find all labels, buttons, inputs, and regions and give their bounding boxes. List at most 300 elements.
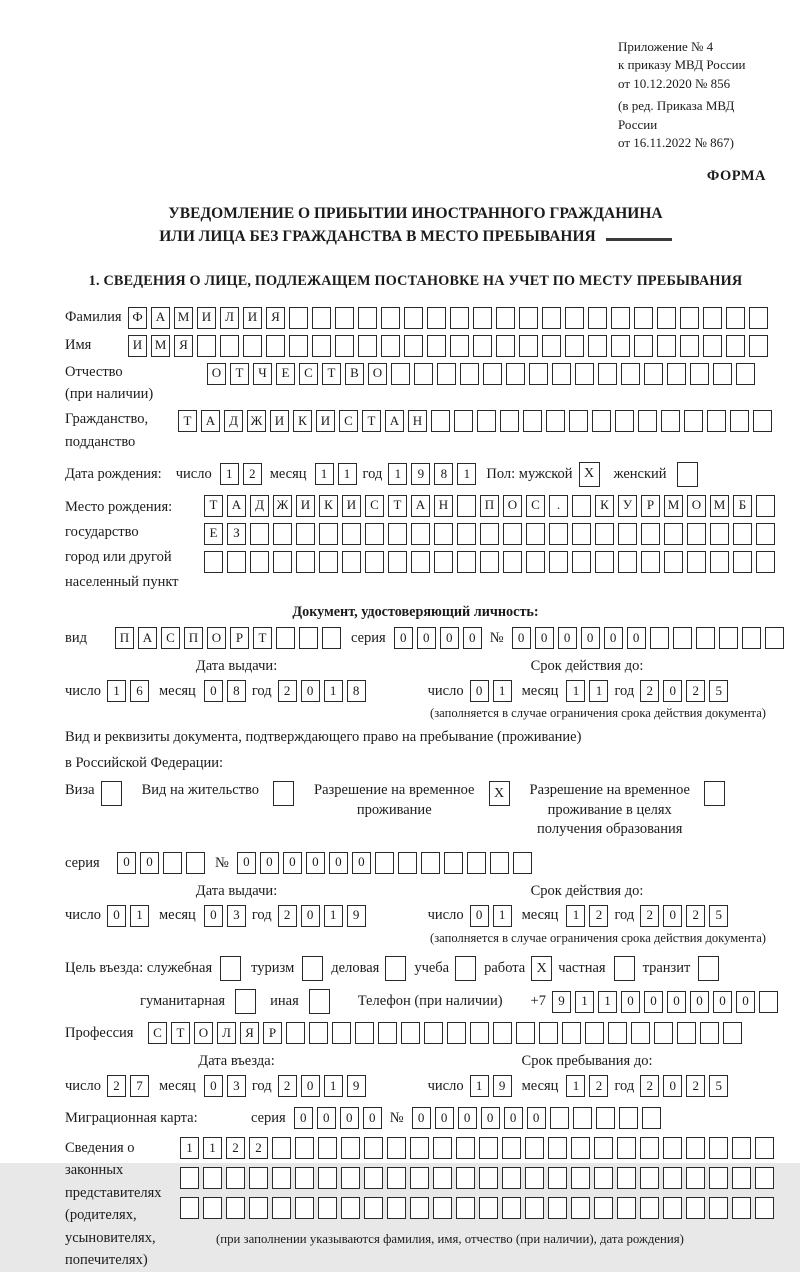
char-box[interactable] [516, 1022, 535, 1044]
char-box[interactable]: Р [230, 627, 249, 649]
char-box[interactable]: А [227, 495, 246, 517]
char-box[interactable] [388, 523, 407, 545]
char-box[interactable]: 0 [504, 1107, 523, 1129]
char-box[interactable] [365, 551, 384, 573]
char-box[interactable]: 0 [204, 680, 223, 702]
char-box[interactable]: 1 [324, 905, 343, 927]
char-box[interactable]: И [197, 307, 216, 329]
char-box[interactable] [226, 1197, 245, 1219]
char-box[interactable] [299, 627, 318, 649]
char-box[interactable]: Т [388, 495, 407, 517]
char-box[interactable]: 1 [566, 680, 585, 702]
char-box[interactable]: 0 [140, 852, 159, 874]
char-box[interactable]: К [319, 495, 338, 517]
char-box[interactable] [385, 956, 406, 981]
char-box[interactable] [710, 523, 729, 545]
char-box[interactable] [358, 307, 377, 329]
char-box[interactable] [730, 410, 749, 432]
char-box[interactable]: Л [220, 307, 239, 329]
char-box[interactable] [249, 1197, 268, 1219]
char-box[interactable]: 3 [227, 905, 246, 927]
char-box[interactable] [709, 1197, 728, 1219]
char-box[interactable] [548, 1167, 567, 1189]
char-box[interactable] [493, 1022, 512, 1044]
char-box[interactable]: 5 [709, 680, 728, 702]
char-box[interactable]: 0 [627, 627, 646, 649]
char-box[interactable]: И [316, 410, 335, 432]
char-box[interactable] [410, 1197, 429, 1219]
char-box[interactable]: 3 [227, 1075, 246, 1097]
char-box[interactable] [434, 551, 453, 573]
char-box[interactable]: 0 [117, 852, 136, 874]
char-box[interactable] [572, 551, 591, 573]
char-box[interactable] [273, 551, 292, 573]
char-box[interactable]: 1 [315, 463, 334, 485]
char-box[interactable] [638, 410, 657, 432]
char-box[interactable]: И [243, 307, 262, 329]
char-box[interactable] [549, 551, 568, 573]
char-box[interactable] [719, 627, 738, 649]
char-box[interactable]: 0 [294, 1107, 313, 1129]
char-box[interactable] [272, 1167, 291, 1189]
char-box[interactable] [640, 1137, 659, 1159]
char-box[interactable] [571, 1197, 590, 1219]
char-box[interactable] [437, 363, 456, 385]
char-box[interactable]: 2 [243, 463, 262, 485]
char-box[interactable] [749, 335, 768, 357]
char-box[interactable] [657, 335, 676, 357]
char-box[interactable]: Ж [247, 410, 266, 432]
char-box[interactable] [525, 1137, 544, 1159]
char-box[interactable] [588, 307, 607, 329]
char-box[interactable]: Ф [128, 307, 147, 329]
char-box[interactable] [726, 335, 745, 357]
char-box[interactable]: Ж [273, 495, 292, 517]
char-box[interactable]: О [503, 495, 522, 517]
char-box[interactable] [411, 551, 430, 573]
char-box[interactable] [611, 307, 630, 329]
char-box[interactable] [523, 410, 542, 432]
char-box[interactable]: 0 [340, 1107, 359, 1129]
char-box[interactable] [296, 551, 315, 573]
char-box[interactable] [611, 335, 630, 357]
char-box[interactable] [548, 1197, 567, 1219]
char-box[interactable] [500, 410, 519, 432]
char-box[interactable]: С [526, 495, 545, 517]
char-box[interactable] [480, 551, 499, 573]
char-box[interactable] [398, 852, 417, 874]
char-box[interactable]: Б [733, 495, 752, 517]
char-box[interactable]: 0 [713, 991, 732, 1013]
char-box[interactable] [378, 1022, 397, 1044]
char-box[interactable]: Р [641, 495, 660, 517]
char-box[interactable] [759, 991, 778, 1013]
char-box[interactable] [596, 1107, 615, 1129]
char-box[interactable] [220, 956, 241, 981]
char-box[interactable] [617, 1197, 636, 1219]
char-box[interactable] [249, 1167, 268, 1189]
char-box[interactable]: Т [362, 410, 381, 432]
char-box[interactable] [733, 551, 752, 573]
char-box[interactable] [286, 1022, 305, 1044]
char-box[interactable]: С [161, 627, 180, 649]
char-box[interactable]: 1 [324, 1075, 343, 1097]
char-box[interactable]: 9 [347, 1075, 366, 1097]
char-box[interactable] [565, 307, 584, 329]
char-box[interactable]: Е [204, 523, 223, 545]
char-box[interactable]: 0 [481, 1107, 500, 1129]
char-box[interactable] [496, 335, 515, 357]
char-box[interactable] [572, 523, 591, 545]
char-box[interactable] [296, 523, 315, 545]
char-box[interactable] [473, 307, 492, 329]
char-box[interactable] [595, 551, 614, 573]
char-box[interactable] [755, 1137, 774, 1159]
char-box[interactable]: 0 [237, 852, 256, 874]
char-box[interactable] [519, 307, 538, 329]
char-box[interactable]: X [531, 956, 552, 981]
char-box[interactable] [619, 1107, 638, 1129]
char-box[interactable] [272, 1137, 291, 1159]
char-box[interactable] [526, 523, 545, 545]
char-box[interactable] [312, 335, 331, 357]
char-box[interactable] [710, 551, 729, 573]
char-box[interactable] [572, 495, 591, 517]
char-box[interactable] [341, 1197, 360, 1219]
char-box[interactable]: 2 [278, 1075, 297, 1097]
char-box[interactable] [641, 523, 660, 545]
char-box[interactable] [664, 523, 683, 545]
char-box[interactable]: 2 [249, 1137, 268, 1159]
char-box[interactable]: О [368, 363, 387, 385]
char-box[interactable] [276, 627, 295, 649]
char-box[interactable] [388, 551, 407, 573]
char-box[interactable] [529, 363, 548, 385]
char-box[interactable]: М [710, 495, 729, 517]
char-box[interactable]: 0 [283, 852, 302, 874]
char-box[interactable]: 1 [324, 680, 343, 702]
char-box[interactable]: К [293, 410, 312, 432]
char-box[interactable] [765, 627, 784, 649]
char-box[interactable] [450, 335, 469, 357]
char-box[interactable] [539, 1022, 558, 1044]
char-box[interactable] [755, 1167, 774, 1189]
char-box[interactable] [753, 410, 772, 432]
char-box[interactable]: О [207, 627, 226, 649]
char-box[interactable] [364, 1137, 383, 1159]
char-box[interactable]: Д [250, 495, 269, 517]
char-box[interactable] [707, 410, 726, 432]
char-box[interactable]: 1 [589, 680, 608, 702]
char-box[interactable] [686, 1137, 705, 1159]
char-box[interactable]: М [664, 495, 683, 517]
char-box[interactable]: 2 [686, 680, 705, 702]
char-box[interactable] [663, 1167, 682, 1189]
char-box[interactable] [546, 410, 565, 432]
char-box[interactable]: 1 [220, 463, 239, 485]
char-box[interactable]: 0 [301, 905, 320, 927]
char-box[interactable]: 9 [347, 905, 366, 927]
char-box[interactable] [203, 1167, 222, 1189]
char-box[interactable]: А [138, 627, 157, 649]
char-box[interactable]: 2 [589, 905, 608, 927]
char-box[interactable] [289, 335, 308, 357]
char-box[interactable]: 0 [204, 1075, 223, 1097]
char-box[interactable] [618, 523, 637, 545]
char-box[interactable]: И [270, 410, 289, 432]
char-box[interactable] [427, 335, 446, 357]
char-box[interactable]: 1 [493, 905, 512, 927]
char-box[interactable] [433, 1137, 452, 1159]
char-box[interactable] [565, 335, 584, 357]
char-box[interactable] [513, 852, 532, 874]
char-box[interactable]: 1 [598, 991, 617, 1013]
char-box[interactable] [424, 1022, 443, 1044]
char-box[interactable] [444, 852, 463, 874]
char-box[interactable]: С [148, 1022, 167, 1044]
char-box[interactable]: 1 [566, 1075, 585, 1097]
char-box[interactable] [101, 781, 122, 806]
char-box[interactable]: 8 [434, 463, 453, 485]
char-box[interactable]: 9 [411, 463, 430, 485]
char-box[interactable]: 1 [575, 991, 594, 1013]
char-box[interactable]: 0 [329, 852, 348, 874]
char-box[interactable] [680, 335, 699, 357]
char-box[interactable] [480, 523, 499, 545]
char-box[interactable] [571, 1167, 590, 1189]
char-box[interactable] [548, 1137, 567, 1159]
char-box[interactable] [381, 307, 400, 329]
char-box[interactable]: 1 [566, 905, 585, 927]
char-box[interactable]: 1 [130, 905, 149, 927]
char-box[interactable] [341, 1167, 360, 1189]
char-box[interactable] [273, 781, 294, 806]
char-box[interactable] [332, 1022, 351, 1044]
char-box[interactable]: . [549, 495, 568, 517]
char-box[interactable] [220, 335, 239, 357]
char-box[interactable]: 2 [226, 1137, 245, 1159]
char-box[interactable]: 2 [278, 680, 297, 702]
char-box[interactable]: 0 [301, 680, 320, 702]
char-box[interactable]: 0 [306, 852, 325, 874]
char-box[interactable] [749, 307, 768, 329]
char-box[interactable] [550, 1107, 569, 1129]
char-box[interactable] [295, 1197, 314, 1219]
char-box[interactable] [483, 363, 502, 385]
char-box[interactable]: 0 [470, 905, 489, 927]
char-box[interactable] [756, 495, 775, 517]
char-box[interactable] [342, 551, 361, 573]
char-box[interactable]: 2 [589, 1075, 608, 1097]
char-box[interactable] [490, 852, 509, 874]
char-box[interactable]: З [227, 523, 246, 545]
char-box[interactable]: 0 [394, 627, 413, 649]
char-box[interactable]: 1 [470, 1075, 489, 1097]
char-box[interactable] [709, 1167, 728, 1189]
char-box[interactable] [404, 307, 423, 329]
char-box[interactable]: 1 [338, 463, 357, 485]
char-box[interactable]: С [339, 410, 358, 432]
char-box[interactable] [573, 1107, 592, 1129]
char-box[interactable] [335, 335, 354, 357]
char-box[interactable] [479, 1167, 498, 1189]
char-box[interactable] [663, 1137, 682, 1159]
char-box[interactable] [341, 1137, 360, 1159]
char-box[interactable]: X [489, 781, 510, 806]
char-box[interactable]: 0 [435, 1107, 454, 1129]
char-box[interactable] [318, 1197, 337, 1219]
char-box[interactable] [387, 1167, 406, 1189]
char-box[interactable]: И [128, 335, 147, 357]
char-box[interactable] [433, 1167, 452, 1189]
char-box[interactable] [454, 410, 473, 432]
char-box[interactable]: 1 [493, 680, 512, 702]
char-box[interactable] [703, 335, 722, 357]
char-box[interactable]: 2 [640, 1075, 659, 1097]
char-box[interactable] [235, 989, 256, 1014]
char-box[interactable]: Н [408, 410, 427, 432]
char-box[interactable] [677, 462, 698, 487]
char-box[interactable] [650, 627, 669, 649]
char-box[interactable] [617, 1167, 636, 1189]
char-box[interactable] [295, 1137, 314, 1159]
char-box[interactable] [450, 307, 469, 329]
char-box[interactable]: 2 [278, 905, 297, 927]
char-box[interactable] [542, 307, 561, 329]
char-box[interactable]: О [207, 363, 226, 385]
char-box[interactable] [617, 1137, 636, 1159]
char-box[interactable]: А [411, 495, 430, 517]
char-box[interactable] [186, 852, 205, 874]
char-box[interactable] [732, 1197, 751, 1219]
char-box[interactable]: К [595, 495, 614, 517]
char-box[interactable]: 0 [581, 627, 600, 649]
char-box[interactable] [433, 1197, 452, 1219]
char-box[interactable] [756, 551, 775, 573]
char-box[interactable]: 8 [227, 680, 246, 702]
char-box[interactable] [661, 410, 680, 432]
char-box[interactable]: И [342, 495, 361, 517]
char-box[interactable] [203, 1197, 222, 1219]
char-box[interactable]: Т [171, 1022, 190, 1044]
char-box[interactable]: 0 [204, 905, 223, 927]
char-box[interactable] [309, 1022, 328, 1044]
char-box[interactable]: Л [217, 1022, 236, 1044]
char-box[interactable] [700, 1022, 719, 1044]
char-box[interactable]: 1 [180, 1137, 199, 1159]
char-box[interactable] [457, 495, 476, 517]
char-box[interactable] [663, 1197, 682, 1219]
char-box[interactable]: 0 [663, 680, 682, 702]
char-box[interactable]: 0 [667, 991, 686, 1013]
char-box[interactable]: Ч [253, 363, 272, 385]
char-box[interactable]: 0 [604, 627, 623, 649]
char-box[interactable] [640, 1167, 659, 1189]
char-box[interactable] [614, 956, 635, 981]
char-box[interactable] [364, 1197, 383, 1219]
char-box[interactable]: 0 [260, 852, 279, 874]
char-box[interactable]: Д [224, 410, 243, 432]
char-box[interactable] [755, 1197, 774, 1219]
char-box[interactable]: 6 [130, 680, 149, 702]
char-box[interactable] [456, 1197, 475, 1219]
char-box[interactable] [608, 1022, 627, 1044]
char-box[interactable] [640, 1197, 659, 1219]
char-box[interactable]: 0 [412, 1107, 431, 1129]
char-box[interactable] [657, 307, 676, 329]
char-box[interactable]: М [174, 307, 193, 329]
char-box[interactable]: 2 [640, 680, 659, 702]
char-box[interactable] [295, 1167, 314, 1189]
char-box[interactable] [594, 1137, 613, 1159]
char-box[interactable] [680, 307, 699, 329]
char-box[interactable] [723, 1022, 742, 1044]
char-box[interactable] [470, 1022, 489, 1044]
char-box[interactable] [552, 363, 571, 385]
char-box[interactable]: Т [322, 363, 341, 385]
char-box[interactable]: Т [230, 363, 249, 385]
char-box[interactable] [204, 551, 223, 573]
char-box[interactable] [698, 956, 719, 981]
char-box[interactable]: 5 [709, 905, 728, 927]
char-box[interactable] [457, 551, 476, 573]
char-box[interactable] [227, 551, 246, 573]
char-box[interactable]: X [579, 462, 600, 487]
char-box[interactable]: 2 [686, 1075, 705, 1097]
char-box[interactable] [404, 335, 423, 357]
char-box[interactable]: О [194, 1022, 213, 1044]
char-box[interactable] [575, 363, 594, 385]
char-box[interactable] [732, 1137, 751, 1159]
char-box[interactable] [641, 551, 660, 573]
char-box[interactable]: В [345, 363, 364, 385]
char-box[interactable]: 1 [203, 1137, 222, 1159]
char-box[interactable]: П [115, 627, 134, 649]
char-box[interactable]: 9 [552, 991, 571, 1013]
char-box[interactable] [549, 523, 568, 545]
char-box[interactable]: 9 [493, 1075, 512, 1097]
char-box[interactable] [427, 307, 446, 329]
char-box[interactable] [585, 1022, 604, 1044]
char-box[interactable]: 0 [527, 1107, 546, 1129]
char-box[interactable] [690, 363, 709, 385]
char-box[interactable] [594, 1167, 613, 1189]
char-box[interactable] [479, 1197, 498, 1219]
char-box[interactable] [365, 523, 384, 545]
char-box[interactable] [684, 410, 703, 432]
char-box[interactable] [726, 307, 745, 329]
char-box[interactable] [319, 523, 338, 545]
char-box[interactable] [713, 363, 732, 385]
char-box[interactable] [592, 410, 611, 432]
char-box[interactable] [391, 363, 410, 385]
char-box[interactable] [756, 523, 775, 545]
char-box[interactable] [595, 523, 614, 545]
char-box[interactable]: 0 [644, 991, 663, 1013]
char-box[interactable]: 0 [107, 905, 126, 927]
char-box[interactable] [226, 1167, 245, 1189]
char-box[interactable]: 2 [686, 905, 705, 927]
char-box[interactable]: 1 [388, 463, 407, 485]
char-box[interactable] [742, 627, 761, 649]
char-box[interactable] [381, 335, 400, 357]
char-box[interactable] [526, 551, 545, 573]
char-box[interactable]: 7 [130, 1075, 149, 1097]
char-box[interactable] [733, 523, 752, 545]
char-box[interactable]: Т [253, 627, 272, 649]
char-box[interactable] [594, 1197, 613, 1219]
char-box[interactable]: Я [240, 1022, 259, 1044]
